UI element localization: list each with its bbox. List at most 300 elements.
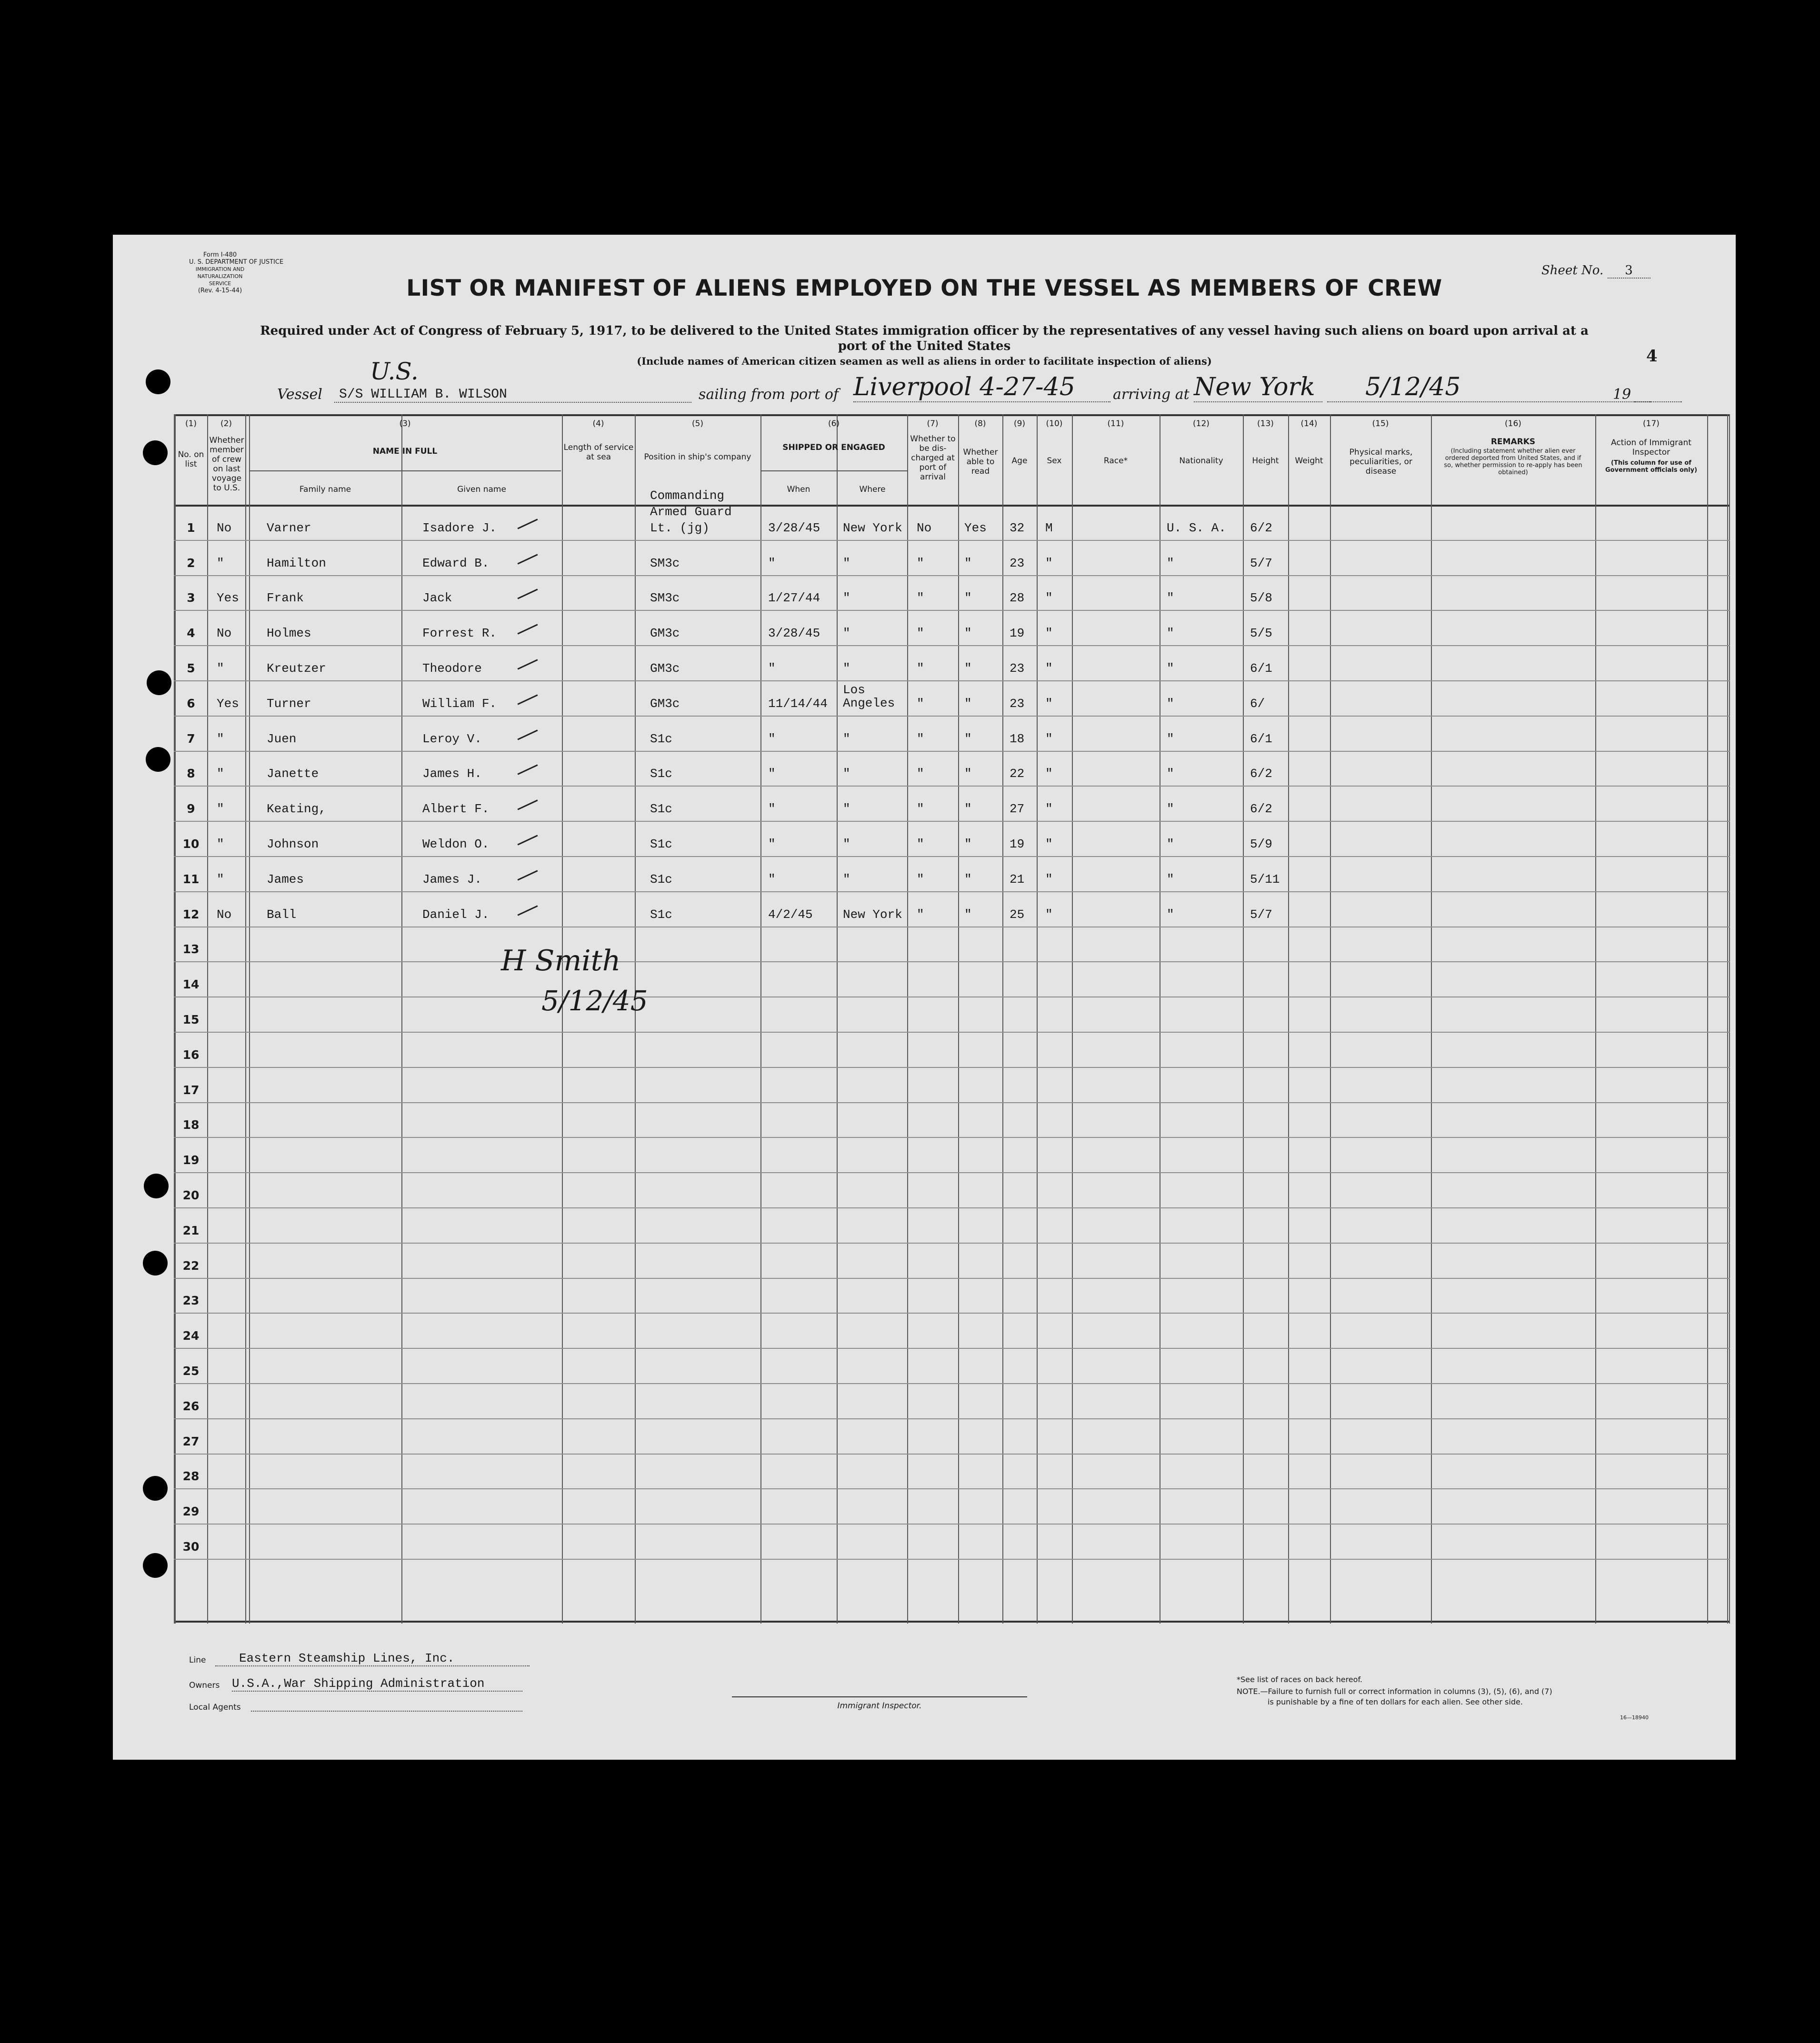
cell-given: Forrest R.: [422, 626, 497, 640]
row-number: 25: [182, 1364, 200, 1378]
cell-read: ": [964, 591, 972, 605]
cell-height: 6/1: [1250, 661, 1272, 676]
row-number: 23: [182, 1294, 200, 1307]
row-number: 29: [182, 1505, 200, 1518]
cell-position: S1c: [650, 872, 672, 887]
cell-nationality: ": [1167, 697, 1174, 711]
column-rule: [1431, 414, 1432, 1624]
cell-read: ": [964, 802, 972, 816]
cell-sex: ": [1045, 802, 1053, 816]
column-rule: [1330, 414, 1331, 1624]
cell-read: ": [964, 837, 972, 851]
column-rule: [760, 414, 761, 1624]
vessel-handwritten: U.S.: [370, 358, 419, 385]
col-head-remarks: REMARKS: [1490, 437, 1536, 447]
cell-position: GM3c: [650, 661, 680, 676]
row-rule: [174, 645, 1730, 646]
cell-position: S1c: [650, 907, 672, 922]
cell-height: 5/11: [1250, 872, 1280, 887]
table-header-rule: [174, 505, 1730, 507]
cell-height: 6/2: [1250, 767, 1272, 781]
cell-position-title: Commanding Armed Guard: [650, 488, 732, 519]
cell-prev: ": [217, 661, 224, 676]
column-rule: [1002, 414, 1003, 1624]
cell-discharged: ": [917, 697, 924, 711]
cell-read: ": [964, 907, 972, 922]
cell-sex: M: [1045, 521, 1053, 535]
column-rule: [1707, 414, 1708, 1624]
cell-position: SM3c: [650, 591, 680, 605]
row-rule: [174, 1454, 1730, 1455]
col-number-1: (1): [185, 419, 197, 429]
cell-prev: No: [217, 626, 232, 640]
row-rule: [174, 1102, 1730, 1103]
cell-read: ": [964, 732, 972, 746]
page-mark: 4: [1646, 347, 1658, 366]
row-number: 24: [182, 1329, 200, 1343]
cell-where: ": [843, 837, 850, 851]
cell-age: 23: [1010, 556, 1025, 570]
cell-given: William F.: [422, 697, 497, 711]
row-number: 13: [182, 942, 200, 956]
cell-position: S1c: [650, 802, 672, 816]
cell-given: James J.: [422, 872, 482, 887]
row-rule: [174, 786, 1730, 787]
inspector-signature-date: 5/12/45: [541, 985, 648, 1017]
row-number: 4: [187, 626, 195, 640]
cell-family: James: [267, 872, 304, 887]
row-number: 14: [182, 977, 200, 991]
cell-when: 3/28/45: [768, 521, 820, 535]
cell-where: New York: [843, 907, 902, 922]
punch-hole: [143, 440, 168, 465]
col-number-3: (3): [399, 419, 411, 429]
cell-height: 5/9: [1250, 837, 1272, 851]
col-number-8: (8): [974, 419, 986, 429]
row-rule: [174, 821, 1730, 822]
col-number-17: (17): [1643, 419, 1660, 429]
check-tick: [518, 554, 538, 564]
cell-given: James H.: [422, 767, 482, 781]
punch-hole: [143, 1476, 168, 1501]
cell-sex: ": [1045, 697, 1053, 711]
cell-age: 22: [1010, 767, 1025, 781]
cell-height: 6/1: [1250, 732, 1272, 746]
cell-age: 18: [1010, 732, 1025, 746]
cell-nationality: ": [1167, 837, 1174, 851]
vessel-label: Vessel: [277, 386, 322, 403]
column-rule: [635, 414, 636, 1624]
cell-discharged: ": [917, 802, 924, 816]
cell-given: Daniel J.: [422, 907, 490, 922]
row-rule: [174, 1348, 1730, 1349]
cell-family: Juen: [267, 732, 297, 746]
department-name: U. S. DEPARTMENT OF JUSTICE: [189, 259, 284, 266]
cell-family: Frank: [267, 591, 304, 605]
column-rule: [249, 414, 250, 1624]
cell-prev: No: [217, 521, 232, 535]
cell-sex: ": [1045, 556, 1053, 570]
cell-nationality: ": [1167, 732, 1174, 746]
service-name: IMMIGRATION AND NATURALIZATION SERVICE: [195, 266, 245, 287]
cell-discharged: ": [917, 626, 924, 640]
cell-family: Johnson: [267, 837, 319, 851]
footer-agents-blank: [251, 1710, 522, 1712]
cell-height: 5/7: [1250, 907, 1272, 922]
cell-discharged: ": [917, 907, 924, 922]
inspector-signature-line: [732, 1696, 1027, 1697]
footer-line-label: Line: [189, 1655, 206, 1665]
col-head-age: Age: [1011, 456, 1028, 466]
row-number: 11: [182, 872, 200, 886]
check-tick: [518, 764, 538, 775]
cell-prev: ": [217, 802, 224, 816]
column-rule: [837, 414, 838, 1624]
footer-owners-value: U.S.A.,War Shipping Administration: [232, 1676, 522, 1692]
col-number-16: (16): [1505, 419, 1521, 429]
cell-sex: ": [1045, 591, 1053, 605]
check-tick: [518, 870, 538, 880]
cell-height: 5/7: [1250, 556, 1272, 570]
col-head-height: Height: [1252, 456, 1279, 466]
punch-hole: [147, 670, 171, 695]
cell-given: Albert F.: [422, 802, 490, 816]
row-number: 3: [187, 591, 195, 605]
cell-read: ": [964, 661, 972, 676]
cell-given: Jack: [422, 591, 452, 605]
row-rule: [174, 610, 1730, 611]
form-subtitle-3: (Include names of American citizen seamen as well as aliens in order to facilitate inspection of aliens): [637, 355, 1212, 367]
cell-when: ": [768, 556, 776, 570]
check-tick: [518, 729, 538, 740]
cell-when: ": [768, 802, 776, 816]
row-number: 18: [182, 1118, 200, 1132]
shipped-subheader-rule: [760, 470, 907, 471]
cell-position: GM3c: [650, 697, 680, 711]
row-number: 5: [187, 661, 195, 675]
footer-line-value: Eastern Steamship Lines, Inc.: [215, 1651, 530, 1666]
arriving-port: New York: [1194, 373, 1322, 402]
col-head-sex: Sex: [1047, 456, 1062, 466]
form-subtitle-2: port of the United States: [838, 339, 1011, 353]
row-number: 21: [182, 1224, 200, 1237]
cell-where: ": [843, 872, 850, 887]
cell-prev: Yes: [217, 697, 239, 711]
punch-hole: [143, 1553, 168, 1578]
check-tick: [518, 694, 538, 705]
cell-read: ": [964, 626, 972, 640]
cell-prev: ": [217, 732, 224, 746]
punch-hole: [146, 369, 170, 394]
check-tick: [518, 905, 538, 916]
footer-races-note: *See list of races on back hereof.: [1237, 1675, 1362, 1684]
cell-when: ": [768, 767, 776, 781]
cell-nationality: ": [1167, 802, 1174, 816]
row-number: 19: [182, 1153, 200, 1167]
column-rule: [562, 414, 563, 1624]
row-rule: [174, 1207, 1730, 1208]
column-rule: [401, 414, 402, 1624]
column-rule: [1727, 414, 1728, 1624]
cell-age: 28: [1010, 591, 1025, 605]
col-head-position: Position in ship's company: [644, 452, 751, 462]
footer-print-code: 16—18940: [1620, 1714, 1649, 1721]
cell-nationality: ": [1167, 767, 1174, 781]
row-rule: [174, 961, 1730, 962]
year-blank: [1634, 400, 1682, 402]
sailing-label: sailing from port of: [699, 386, 839, 403]
cell-family: Kreutzer: [267, 661, 326, 676]
cell-prev: ": [217, 872, 224, 887]
cell-nationality: ": [1167, 872, 1174, 887]
cell-discharged: ": [917, 661, 924, 676]
col-head-given-name: Given name: [457, 485, 506, 494]
row-number: 17: [182, 1083, 200, 1097]
cell-sex: ": [1045, 767, 1053, 781]
row-number: 22: [182, 1259, 200, 1273]
footer-owners-label: Owners: [189, 1681, 220, 1690]
check-tick: [518, 518, 538, 529]
name-subheader-rule: [249, 470, 561, 471]
row-number: 26: [182, 1399, 200, 1413]
cell-height: 6/: [1250, 697, 1265, 711]
cell-where: ": [843, 767, 850, 781]
manifest-sheet: [113, 235, 1736, 1760]
col-number-14: (14): [1300, 419, 1318, 429]
row-number: 7: [187, 732, 195, 746]
crew-table: [174, 414, 1730, 1624]
cell-nationality: ": [1167, 907, 1174, 922]
cell-prev: ": [217, 556, 224, 570]
row-rule: [174, 680, 1730, 681]
row-number: 16: [182, 1048, 200, 1062]
cell-when: ": [768, 837, 776, 851]
col-head-where: Where: [859, 485, 886, 494]
check-tick: [518, 835, 538, 845]
cell-family: Hamilton: [267, 556, 326, 570]
column-rule: [245, 414, 246, 1624]
row-rule: [174, 1137, 1730, 1138]
cell-read: ": [964, 697, 972, 711]
check-tick: [518, 624, 538, 634]
col-number-12: (12): [1193, 419, 1210, 429]
cell-sex: ": [1045, 837, 1053, 851]
cell-where: Los Angeles: [843, 683, 895, 710]
form-revision: (Rev. 4-15-44): [198, 287, 242, 294]
footer-inspector-label: Immigrant Inspector.: [837, 1701, 922, 1711]
cell-prev: No: [217, 907, 232, 922]
arriving-date: 5/12/45: [1327, 373, 1651, 402]
col-head-physical-marks: Physical marks, peculiarities, or disease: [1349, 448, 1413, 476]
cell-nationality: ": [1167, 591, 1174, 605]
cell-when: ": [768, 732, 776, 746]
year-label: 19: [1613, 386, 1631, 403]
cell-position: S1c: [650, 767, 672, 781]
cell-read: ": [964, 872, 972, 887]
cell-nationality: ": [1167, 556, 1174, 570]
cell-age: 23: [1010, 661, 1025, 676]
cell-nationality: ": [1167, 661, 1174, 676]
cell-height: 6/2: [1250, 521, 1272, 535]
row-number: 9: [187, 802, 195, 816]
row-rule: [174, 1418, 1730, 1419]
sheet-number-label: Sheet No.: [1541, 263, 1604, 278]
column-rule: [1288, 414, 1289, 1624]
cell-read: ": [964, 767, 972, 781]
cell-family: Varner: [267, 521, 311, 535]
column-rule: [1595, 414, 1596, 1624]
cell-age: 19: [1010, 837, 1025, 851]
sailing-port: Liverpool 4-27-45: [853, 373, 1110, 402]
column-rule: [207, 414, 208, 1624]
row-number: 2: [187, 556, 195, 570]
cell-read: Yes: [964, 521, 987, 535]
cell-where: ": [843, 591, 850, 605]
cell-age: 25: [1010, 907, 1025, 922]
footer-note-1: NOTE.—Failure to furnish full or correct information in columns (3), (5), (6), and (7): [1237, 1687, 1552, 1696]
cell-discharged: ": [917, 591, 924, 605]
column-rule: [907, 414, 908, 1624]
column-rule: [1037, 414, 1038, 1624]
col-number-13: (13): [1257, 419, 1274, 429]
cell-age: 19: [1010, 626, 1025, 640]
row-number: 20: [182, 1188, 200, 1202]
row-number: 6: [187, 697, 195, 710]
col-number-2: (2): [220, 419, 232, 429]
column-rule: [1072, 414, 1073, 1624]
cell-given: Leroy V.: [422, 732, 482, 746]
row-rule: [174, 1488, 1730, 1489]
cell-where: ": [843, 626, 850, 640]
cell-age: 27: [1010, 802, 1025, 816]
row-rule: [174, 1524, 1730, 1525]
row-rule: [174, 1067, 1730, 1068]
cell-given: Edward B.: [422, 556, 490, 570]
cell-discharged: ": [917, 872, 924, 887]
cell-discharged: ": [917, 556, 924, 570]
cell-family: Keating,: [267, 802, 326, 816]
cell-nationality: U. S. A.: [1167, 521, 1226, 535]
form-title: LIST OR MANIFEST OF ALIENS EMPLOYED ON THE VESSEL AS MEMBERS OF CREW: [406, 275, 1442, 301]
cell-sex: ": [1045, 626, 1053, 640]
punch-hole: [144, 1174, 169, 1198]
punch-hole: [146, 747, 170, 772]
row-rule: [174, 1278, 1730, 1279]
cell-where: New York: [843, 521, 902, 535]
col-number-4: (4): [592, 419, 604, 429]
row-rule: [174, 716, 1730, 717]
cell-when: 11/14/44: [768, 697, 828, 711]
form-subtitle-1: Required under Act of Congress of February 5, 1917, to be delivered to the United States immigration officer by the representatives of any vessel having such aliens on board upon arrival at a: [260, 324, 1589, 338]
cell-height: 5/8: [1250, 591, 1272, 605]
cell-position: Lt. (jg): [650, 521, 710, 535]
row-rule: [174, 1172, 1730, 1173]
column-rule: [175, 414, 176, 1624]
col-number-6: (6): [828, 419, 840, 429]
table-top-rule: [174, 414, 1730, 416]
cell-position: SM3c: [650, 556, 680, 570]
row-rule: [174, 751, 1730, 752]
cell-discharged: No: [917, 521, 932, 535]
cell-discharged: ": [917, 732, 924, 746]
col-head-no-on-list: No. on list: [178, 450, 204, 469]
row-rule: [174, 540, 1730, 541]
cell-where: ": [843, 802, 850, 816]
cell-prev: Yes: [217, 591, 239, 605]
col-head-inspector-action: Action of Immigrant Inspector: [1611, 438, 1691, 457]
col-head-race: Race*: [1103, 456, 1128, 466]
cell-when: 4/2/45: [768, 907, 813, 922]
cell-position: S1c: [650, 837, 672, 851]
row-rule: [174, 1313, 1730, 1314]
col-head-inspector-note: (This column for use of Government officials only): [1605, 459, 1698, 474]
row-rule: [174, 1243, 1730, 1244]
cell-when: ": [768, 872, 776, 887]
cell-when: 1/27/44: [768, 591, 820, 605]
cell-height: 5/5: [1250, 626, 1272, 640]
cell-family: Turner: [267, 697, 311, 711]
cell-discharged: ": [917, 837, 924, 851]
inspector-signature: H Smith: [501, 944, 621, 977]
check-tick: [518, 659, 538, 669]
cell-position: S1c: [650, 732, 672, 746]
row-rule: [174, 891, 1730, 892]
cell-position: GM3c: [650, 626, 680, 640]
row-number: 15: [182, 1013, 200, 1026]
col-number-11: (11): [1107, 419, 1124, 429]
col-head-family-name: Family name: [299, 485, 351, 494]
cell-nationality: ": [1167, 626, 1174, 640]
cell-age: 23: [1010, 697, 1025, 711]
cell-age: 32: [1010, 521, 1025, 535]
sheet-number-value: 3: [1608, 263, 1650, 279]
row-rule: [174, 1383, 1730, 1384]
col-number-5: (5): [691, 419, 704, 429]
vessel-name: S/S WILLIAM B. WILSON: [334, 387, 691, 403]
arriving-label: arriving at: [1113, 386, 1190, 403]
cell-where: ": [843, 556, 850, 570]
cell-prev: ": [217, 767, 224, 781]
row-rule: [174, 1559, 1730, 1560]
col-number-15: (15): [1372, 419, 1389, 429]
footer-agents-label: Local Agents: [189, 1703, 241, 1712]
row-number: 30: [182, 1540, 200, 1554]
col-head-name-in-full: NAME IN FULL: [372, 447, 438, 456]
cell-age: 21: [1010, 872, 1025, 887]
row-number: 12: [182, 907, 200, 921]
row-number: 27: [182, 1435, 200, 1448]
cell-family: Ball: [267, 907, 297, 922]
col-head-discharged: Whether to be dis-charged at port of arrival: [910, 434, 956, 482]
column-rule: [958, 414, 959, 1624]
cell-given: Weldon O.: [422, 837, 490, 851]
col-head-weight: Weight: [1295, 456, 1323, 466]
col-head-last-voyage: Whether member of crew on last voyage to U.S.: [209, 436, 244, 493]
col-head-nationality: Nationality: [1179, 456, 1223, 466]
col-number-7: (7): [927, 419, 939, 429]
cell-where: ": [843, 661, 850, 676]
footer-note-2: is punishable by a fine of ten dollars for each alien. See other side.: [1268, 1697, 1523, 1706]
check-tick: [518, 588, 538, 599]
cell-discharged: ": [917, 767, 924, 781]
table-bottom-rule: [174, 1621, 1730, 1623]
cell-family: Holmes: [267, 626, 311, 640]
cell-where: ": [843, 732, 850, 746]
row-number: 1: [187, 521, 195, 535]
cell-sex: ": [1045, 732, 1053, 746]
row-rule: [174, 1032, 1730, 1033]
col-head-when: When: [787, 485, 810, 494]
